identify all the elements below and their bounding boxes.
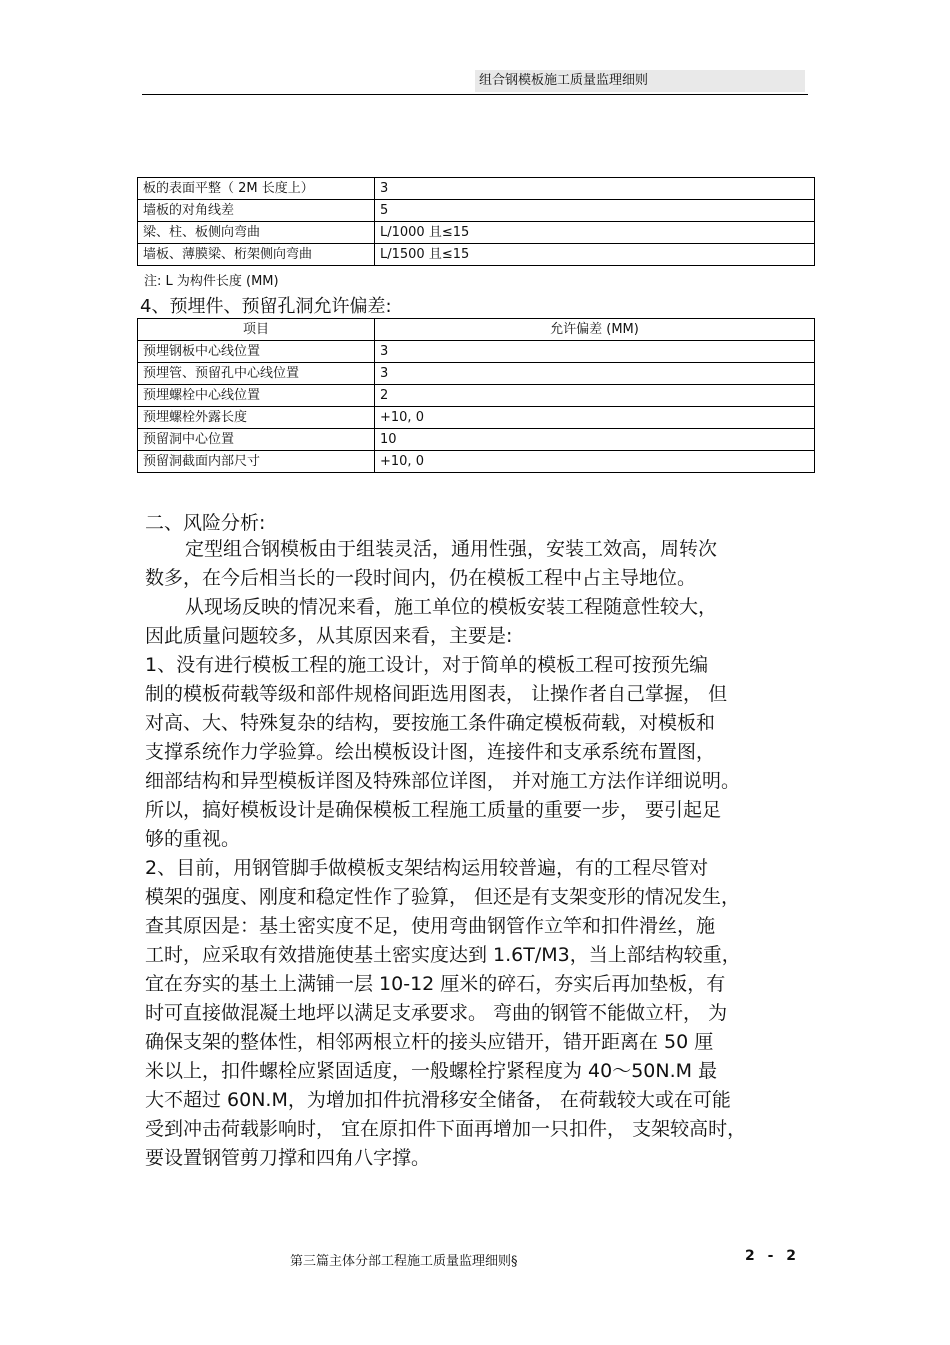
header-tolerance: 允许偏差 (MM) — [375, 319, 815, 341]
risk-analysis-heading: 二、风险分析: — [145, 512, 266, 534]
table-row — [138, 451, 815, 473]
table-note: 注: L 为构件长度 (MM) — [144, 274, 279, 289]
paragraph-text: 从现场反映的情况来看，施工单位的模板安装工程随意性较大， 因此质量问题较多，从其原因来看，主要是: — [145, 596, 718, 647]
cell-value: +10, 0 — [375, 407, 815, 429]
cell-value: 3 — [375, 363, 815, 385]
paragraph-text: 2、目前，用钢管脚手做模板支架结构运用较普遍，有的工程尽管对 模架的强度、刚度和稳定性作了验算， 但还是有支架变形的情况发生， 查其原因是：基土密实度不足，使用弯曲钢管作立竿和扣件滑丝，施 工时，应采取有效措施使基土密实度达到 1.6T/M3，当上部结构较重， 宜在夯实的基土上满铺一层 10-12 厘米的碎石，夯实后再加垫板，有 时可直接做混凝土地坪以满足支承要求。 弯曲的钢管不能做立杆， 为 确保支架的整体性，相邻两根立杆的接头应错开，错开距离在 50 厘 米以上，扣件螺栓应紧固适度，一般螺栓拧紧程度为 40～50N.M 最 大不超过 60N.M，为增加扣件抗滑移安全储备， 在荷载较大或在可能 受到冲击荷载影响时， 宜在原扣件下面再增加一只扣件， 支架较高时， 要设置钢管剪刀撑和四角八字撑。 — [145, 857, 747, 1169]
tolerance-table-1 — [137, 177, 815, 266]
table-row — [138, 341, 815, 363]
cell-value: 2 — [375, 385, 815, 407]
cell-item: 预埋螺栓中心线位置 — [138, 385, 375, 407]
paragraph-text: 定型组合钢模板由于组装灵活，通用性强，安装工效高，周转次 数多，在今后相当长的一段时间内，仍在模板工程中占主导地位。 — [145, 538, 718, 589]
cell-item: 墙板的对角线差 — [138, 200, 375, 222]
paragraph-text: 1、没有进行模板工程的施工设计，对于简单的模板工程可按预先编 制的模板荷载等级和部件规格间距选用图表， 让操作者自己掌握， 但 对高、大、特殊复杂的结构，要按施工条件确定模板荷载，对模板和 支撑系统作力学验算。绘出模板设计图，连接件和支承系统布置图， 细部结构和异型模板详图及特殊部位详图， 并对施工方法作详细说明。 所以，搞好模板设计是确保模板工程施工质量的重要一步， 要引起足 够的重视。 — [145, 654, 741, 850]
table-row — [138, 200, 815, 222]
cell-item: 预埋钢板中心线位置 — [138, 341, 375, 363]
cell-item: 墙板、薄膜梁、桁架侧向弯曲 — [138, 244, 375, 266]
cell-item: 预留洞中心位置 — [138, 429, 375, 451]
page-number: 2 - 2 — [745, 1248, 797, 1264]
cell-value: +10, 0 — [375, 451, 815, 473]
cell-value: 5 — [375, 200, 815, 222]
cell-value: 10 — [375, 429, 815, 451]
cell-item: 预埋管、预留孔中心线位置 — [138, 363, 375, 385]
table-row — [138, 178, 815, 200]
tolerance-table-2 — [137, 318, 815, 473]
cell-value: 3 — [375, 341, 815, 363]
page-header: 组合钢模板施工质量监理细则 — [475, 70, 805, 92]
paragraph-4 — [145, 854, 810, 1173]
paragraph-2 — [145, 593, 810, 651]
paragraph-3 — [145, 651, 810, 854]
cell-item: 预埋螺栓外露长度 — [138, 407, 375, 429]
table-row — [138, 385, 815, 407]
table-row — [138, 244, 815, 266]
cell-value: L/1500 且≤15 — [375, 244, 815, 266]
cell-value: 3 — [375, 178, 815, 200]
table-row — [138, 363, 815, 385]
paragraph-1 — [145, 535, 810, 593]
header-rule — [142, 94, 808, 95]
cell-item: 梁、柱、板侧向弯曲 — [138, 222, 375, 244]
table-row — [138, 222, 815, 244]
cell-item: 板的表面平整（ 2M 长度上） — [138, 178, 375, 200]
section-4-heading: 4、预埋件、预留孔洞允许偏差: — [140, 296, 392, 317]
table-header-row — [138, 319, 815, 341]
table-row — [138, 407, 815, 429]
table-row — [138, 429, 815, 451]
header-item: 项目 — [138, 319, 375, 341]
page-footer: 第三篇主体分部工程施工质量监理细则§ — [290, 1254, 518, 1269]
cell-item: 预留洞截面内部尺寸 — [138, 451, 375, 473]
cell-value: L/1000 且≤15 — [375, 222, 815, 244]
